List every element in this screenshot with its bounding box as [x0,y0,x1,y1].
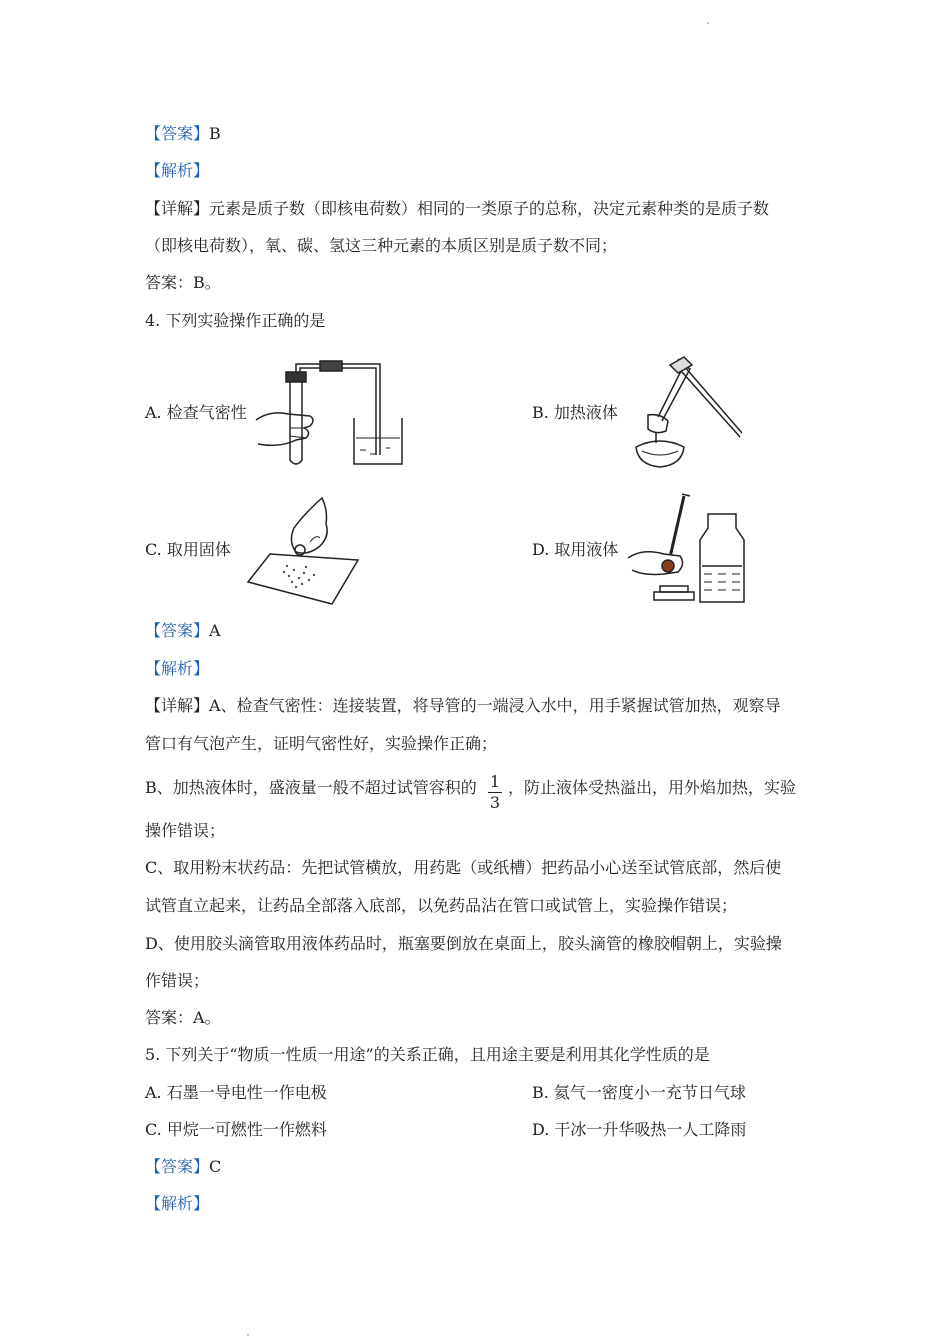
q4-answer-line [145,621,221,641]
q3-analysis-line [145,161,209,181]
analysis-label: 【解析】 [145,659,210,678]
q5-option-a: A. 石墨一导电性一作电极 [145,1083,327,1102]
q4-option-d: D. 取用液体 [532,540,619,559]
q4-detail-line-3a: B、加热液体时，盛液量一般不超过试管容积的 [145,778,477,797]
answer-value: A [209,621,221,640]
q4-detail-line-6: 试管直立起来，让药品全部落入底部，以免药品沾在管口或试管上，实验操作错误； [145,896,738,915]
page-speck [247,1334,249,1336]
q5-stem: 5. 下列关于“物质一性质一用途”的关系正确，且用途主要是利用其化学性质的是 [145,1045,710,1064]
detail-label: 【详解】 [145,199,210,218]
answer-label: 【答案】 [145,621,210,640]
q4-detail-line-5: C、取用粉末状药品：先把试管横放，用药匙（或纸槽）把药品小心送至试管底部，然后使 [145,858,782,877]
q5-option-c: C. 甲烷一可燃性一作燃料 [145,1120,327,1139]
answer-value: B [209,124,221,143]
detail-text: A、检查气密性：连接装置，将导管的一端浸入水中，用手紧握试管加热，观察导 [209,696,781,715]
taking-liquid-figure [624,490,749,608]
q4-detail-line-2: 管口有气泡产生，证明气密性好，实验操作正确； [145,734,498,753]
analysis-label: 【解析】 [145,1194,210,1213]
q4-option-a: A. 检查气密性 [145,403,247,422]
one-third-fraction [488,773,502,812]
q4-analysis-line [145,659,209,679]
q4-detail-line-8: 作错误； [145,971,210,990]
fraction-numerator: 1 [489,772,501,791]
q4-detail-line-4: 操作错误； [145,821,226,840]
q4-stem: 4. 下列实验操作正确的是 [145,311,326,330]
q4-option-c: C. 取用固体 [145,540,231,559]
q3-detail-line-1 [145,199,769,219]
q5-analysis-line [145,1194,209,1214]
detail-label: 【详解】 [145,696,210,715]
q4-detail-line-3b: ，防止液体受热溢出，用外焰加热，实验 [508,778,797,797]
fraction-denominator: 3 [489,793,501,812]
q3-answer-line [145,124,221,144]
detail-text: 元素是质子数（即核电荷数）相同的一类原子的总称，决定元素种类的是质子数 [209,199,770,218]
q3-detail-line-2: （即核电荷数），氧、碳、氢这三种元素的本质区别是质子数不同； [145,236,618,255]
q4-option-b: B. 加热液体 [532,403,618,422]
taking-solid-figure [244,494,369,609]
page-speck [707,22,709,24]
heating-liquid-figure [622,355,742,475]
airtightness-check-figure [250,360,410,472]
q5-option-d: D. 干冰一升华吸热一人工降雨 [532,1120,747,1139]
q3-final-answer: 答案：B。 [145,273,221,292]
q5-answer-line [145,1157,221,1177]
answer-label: 【答案】 [145,124,210,143]
q4-detail-line-7: D、使用胶头滴管取用液体药品时，瓶塞要倒放在桌面上，胶头滴管的橡胶帽朝上，实验操 [145,934,782,953]
answer-value: C [209,1157,222,1176]
analysis-label: 【解析】 [145,161,210,180]
q4-final-answer: 答案：A。 [145,1008,221,1027]
q4-detail-line-1 [145,696,781,716]
answer-label: 【答案】 [145,1157,210,1176]
q5-option-b: B. 氦气一密度小一充节日气球 [532,1083,746,1102]
